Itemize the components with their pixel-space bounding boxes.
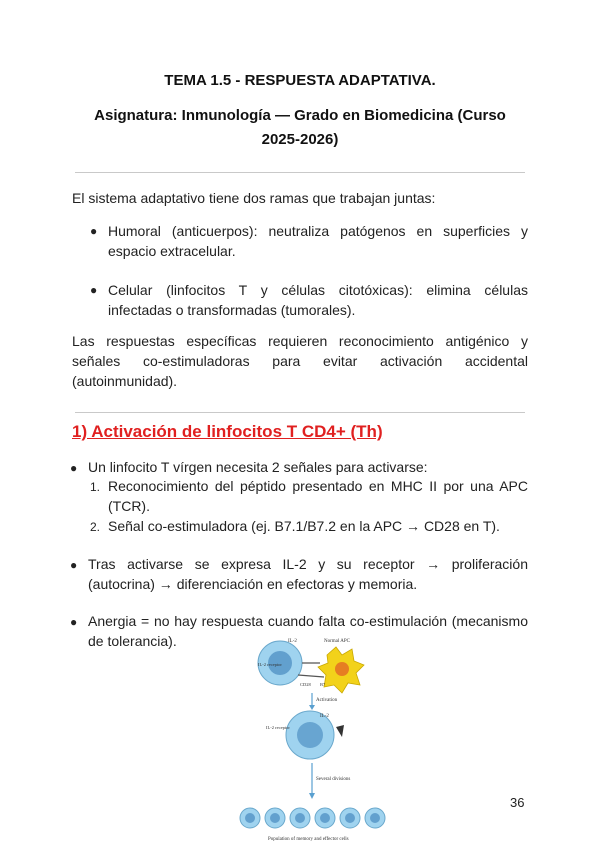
anergia-line-2: de tolerancia). <box>88 633 177 649</box>
cd28-b7-connection <box>298 675 324 677</box>
label-several-divisions: Several divisions <box>316 777 351 782</box>
humoral-line-1: Humoral (anticuerpos): neutraliza patógenos en superficies y <box>108 223 528 239</box>
label-activation: Activation <box>316 698 338 703</box>
figure-caption: Population of memory and effector cells <box>268 837 349 842</box>
daughter-nucleus <box>345 813 355 823</box>
label-receptor-left: IL-2 receptor <box>258 662 282 667</box>
label-il2-receptor: IL-2 receptor <box>266 725 290 730</box>
il2-line-1: Tras activarse se expresa IL-2 y su receptor → proliferación <box>88 556 528 572</box>
label-b7: B7 <box>320 682 326 687</box>
il2-receptor-shape <box>336 725 344 737</box>
bullet-marker: ● <box>70 615 78 629</box>
paragraph-line-3: (autoinmunidad). <box>72 373 178 389</box>
celular-line-2: infectadas o transformadas (tumorales). <box>108 302 356 318</box>
daughter-nucleus <box>320 813 330 823</box>
daughter-nucleus <box>295 813 305 823</box>
il2-line-2: (autocrina) → diferenciación en efectoras y memoria. <box>88 576 418 592</box>
list-number: 2. <box>90 520 101 534</box>
page-number: 36 <box>510 795 525 810</box>
bullet-marker: ● <box>90 283 98 297</box>
label-normal-apc: Normal APC <box>324 639 350 644</box>
daughter-nucleus <box>370 813 380 823</box>
daughter-nucleus <box>270 813 280 823</box>
bullet-marker: ● <box>70 461 78 475</box>
arrowhead <box>309 793 315 799</box>
section-heading: 1) Activación de linfocitos T CD4+ (Th) <box>72 422 383 441</box>
paragraph-line-2: señales co-estimuladoras para evitar activación accidental <box>72 353 528 369</box>
subject-line-2: 2025-2026) <box>261 131 339 148</box>
list-number: 1. <box>90 480 101 494</box>
intro-lead: El sistema adaptativo tiene dos ramas que trabajan juntas: <box>72 190 436 206</box>
divider <box>75 172 525 173</box>
document-title: TEMA 1.5 - RESPUESTA ADAPTATIVA. <box>164 72 436 89</box>
apc-nucleus <box>335 662 349 676</box>
signal-2-line-1: Señal co-estimuladora (ej. B7.1/B7.2 en la APC → CD28 en T). <box>108 518 500 534</box>
daughter-nucleus <box>245 813 255 823</box>
cell-population <box>240 808 385 828</box>
bullet-marker: ● <box>90 224 98 238</box>
t-cell-activation-figure <box>232 633 392 843</box>
arrowhead <box>309 705 315 710</box>
bullet-marker: ● <box>70 558 78 572</box>
signal-1-line-2: (TCR). <box>108 498 150 514</box>
signals-bullet: Un linfocito T vírgen necesita 2 señales para activarse: <box>88 459 428 475</box>
humoral-line-2: espacio extracelular. <box>108 243 236 259</box>
signal-1-line-1: Reconocimiento del péptido presentado en MHC II por una APC <box>108 478 528 494</box>
divider <box>75 412 525 413</box>
anergia-line-1: Anergia = no hay respuesta cuando falta co-estimulación (mecanismo <box>88 613 528 629</box>
celular-line-1: Celular (linfocitos T y células citotóxicas): elimina células <box>108 282 528 298</box>
activated-nucleus <box>297 722 323 748</box>
subject-line-1: Asignatura: Inmunología — Grado en Biomedicina (Curso <box>94 107 506 124</box>
label-cd28: CD28 <box>300 682 311 687</box>
label-il2-top: IL-2 <box>288 639 297 644</box>
paragraph-line-1: Las respuestas específicas requieren reconocimiento antigénico y <box>72 333 528 349</box>
label-il2-mid: IL-2 <box>320 714 329 719</box>
